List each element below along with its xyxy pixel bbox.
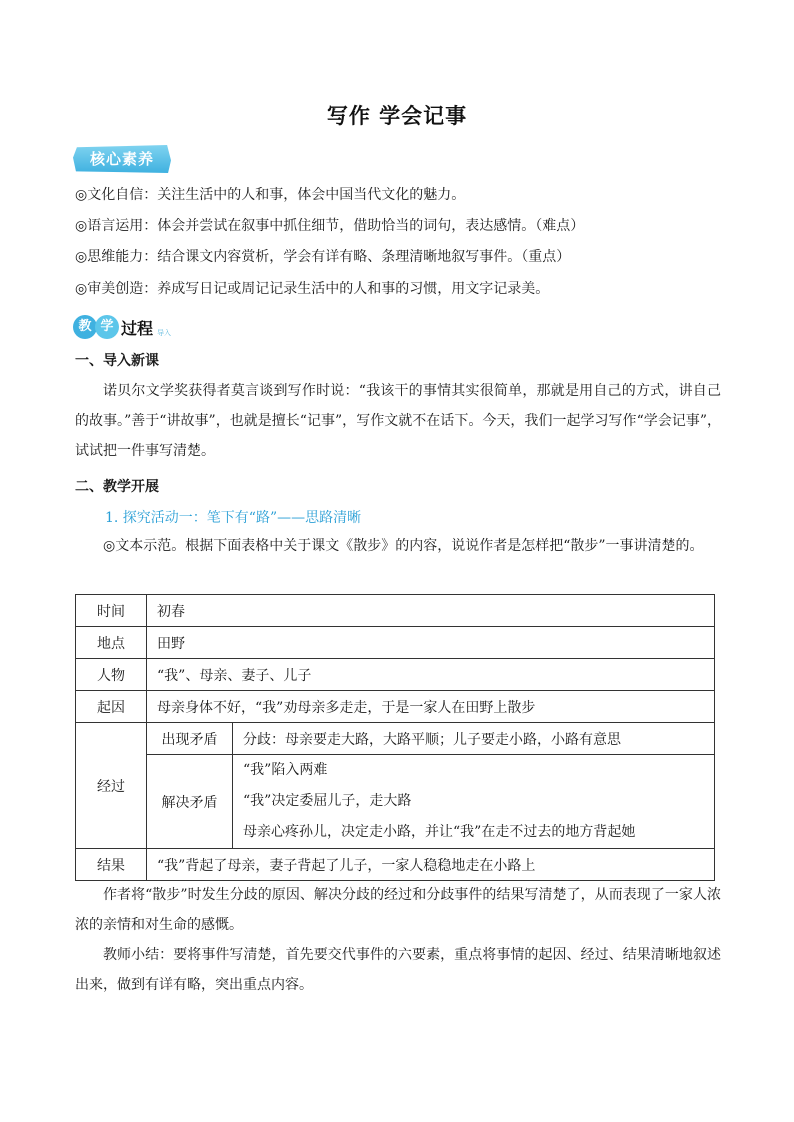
core-item-language: ◎语言运用：体会并尝试在叙事中抓住细节，借助恰当的词句，表达感情。（难点） <box>75 218 585 234</box>
value-place: 田野 <box>147 627 715 659</box>
value-people: “我”、母亲、妻子、儿子 <box>147 659 715 691</box>
label-time: 时间 <box>76 595 147 627</box>
teaching-process-badge <box>73 314 193 342</box>
badge-circle-2: 学 <box>95 315 119 339</box>
table-row <box>76 659 715 691</box>
resolve-line: 母亲心疼孙儿，决定走小路，并让“我”在走不过去的地方背起她 <box>243 824 636 840</box>
table-row <box>76 723 715 755</box>
value-conflict: 分歧：母亲要走大路，大路平顺；儿子要走小路，小路有意思 <box>233 723 715 755</box>
label-place: 地点 <box>76 627 147 659</box>
label-process: 经过 <box>76 723 147 849</box>
table-row <box>76 595 715 627</box>
teacher-summary-paragraph: 教师小结：要将事件写清楚，首先要交代事件的六要素，重点将事情的起因、经过、结果清晰地叙述出来，做到有详有略，突出重点内容。 <box>75 947 721 993</box>
core-item-thinking: ◎思维能力：结合课文内容赏析，学会有详有略、条理清晰地叙写事件。（重点） <box>75 249 571 265</box>
section-heading-teaching: 二、教学开展 <box>75 479 159 495</box>
section-heading-intro: 一、导入新课 <box>75 353 159 369</box>
activity-title: 1. 探究活动一：笔下有“路”——思路清晰 <box>105 510 362 526</box>
value-time: 初春 <box>147 595 715 627</box>
label-conflict: 出现矛盾 <box>147 723 233 755</box>
event-elements-table <box>75 594 715 881</box>
analysis-paragraph: 作者将“散步”时发生分歧的原因、解决分歧的经过和分歧事件的结果写清楚了，从而表现了一家人浓浓的亲情和对生命的感慨。 <box>75 887 721 933</box>
core-literacy-badge <box>73 145 171 173</box>
page-title: 写作 学会记事 <box>326 104 468 128</box>
resolve-line: “我”陷入两难 <box>243 762 328 778</box>
table-row <box>76 755 715 849</box>
table-row <box>76 627 715 659</box>
label-resolve: 解决矛盾 <box>147 755 233 849</box>
value-resolve <box>233 755 715 849</box>
value-result: “我”背起了母亲，妻子背起了儿子，一家人稳稳地走在小路上 <box>147 849 715 881</box>
label-people: 人物 <box>76 659 147 691</box>
label-cause: 起因 <box>76 691 147 723</box>
badge-label: 核心素养 <box>89 150 154 168</box>
label-result: 结果 <box>76 849 147 881</box>
value-cause: 母亲身体不好，“我”劝母亲多走走，于是一家人在田野上散步 <box>147 691 715 723</box>
table-row <box>76 849 715 881</box>
resolve-line: “我”决定委屈儿子，走大路 <box>243 793 412 809</box>
core-item-aesthetic: ◎审美创造：养成写日记或周记记录生活中的人和事的习惯，用文字记录美。 <box>75 281 550 297</box>
table-row <box>76 691 715 723</box>
badge-text: 过程 <box>121 319 154 338</box>
badge-circle-1: 教 <box>73 315 97 339</box>
core-item-culture: ◎文化自信：关注生活中的人和事，体会中国当代文化的魅力。 <box>75 187 466 203</box>
badge-small-text: 导入 <box>157 329 171 337</box>
table-intro-paragraph: ◎文本示范。根据下面表格中关于课文《散步》的内容，说说作者是怎样把“散步”一事讲清楚的。 <box>103 538 704 554</box>
intro-paragraph: 诺贝尔文学奖获得者莫言谈到写作时说：“我该干的事情其实很简单，那就是用自己的方式，讲自己的故事。”善于“讲故事”，也就是擅长“记事”，写作文就不在话下。今天，我们一起学习写作“学会记事”，试试把一件事写清楚。 <box>75 383 721 459</box>
